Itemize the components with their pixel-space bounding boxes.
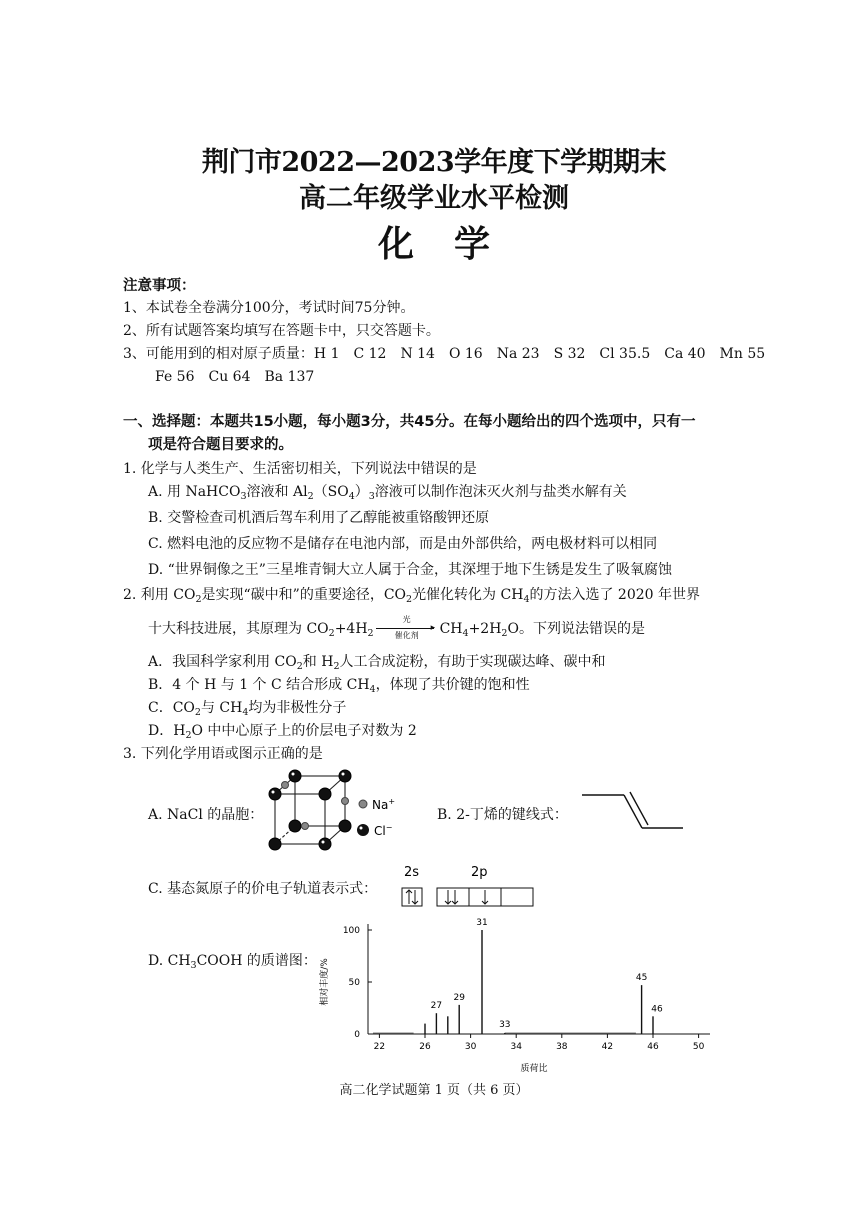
x-tick-label: 26 <box>419 1042 431 1052</box>
peak-label: 31 <box>476 918 488 928</box>
q3-option-b: B. 2-丁烯的键线式： <box>437 807 568 823</box>
q1-option-c: C. 燃料电池的反应物不是储存在电池内部，而是由外部供给，两电极材料可以相同 <box>148 536 658 552</box>
peak-label: 45 <box>635 973 648 984</box>
nitrogen-orbital-diagram <box>398 862 538 910</box>
reaction-arrow: 光 ▸ 催化剂 <box>376 621 438 635</box>
2-butene-skeletal-formula <box>580 788 685 834</box>
legend-na-icon <box>359 800 367 808</box>
note-3: 3、可能用到的相对原子质量：H 1 C 12 N 14 O 16 Na 23 S 32 Cl 35.5 Ca 40 Mn 55 <box>123 346 766 362</box>
y-tick-label: 50 <box>348 978 360 988</box>
q3-stem: 3. 下列化学用语或图示正确的是 <box>123 746 323 762</box>
legend-cl-label: Cl− <box>374 823 393 838</box>
x-axis-label: 质荷比 <box>520 1064 548 1074</box>
x-tick-label: 22 <box>373 1042 386 1052</box>
orbital-2p-label: 2p <box>471 865 488 880</box>
legend-cl-icon <box>357 824 369 836</box>
note-3-cont: Fe 56 Cu 64 Ba 137 <box>155 369 315 385</box>
electron-arrows <box>406 890 488 904</box>
q1-option-d: D. “世界铜像之王”三星堆青铜大立人属于合金，其深埋于地下生锈是发生了吸氧腐蚀 <box>148 562 672 578</box>
q1-option-a: A. 用 NaHCO$_3$溶液和 $Al_2(SO_4)_3$溶液可以制作泡沫灭火剂与盐类水解有关 <box>148 484 627 502</box>
q2-option-a: A．我国科学家利用 $CO_2$和 $H_2$人工合成淀粉，有助于实现碳达峰、碳中和 <box>148 654 606 672</box>
q3-option-d: D. $CH_3COOH$ 的质谱图： <box>148 953 317 971</box>
note-2: 2、所有试题答案均填写在答题卡中，只交答题卡。 <box>123 323 440 339</box>
nacl-unit-cell-diagram <box>260 764 410 858</box>
q2-option-c: C．$CO_2$与 $CH_4$均为非极性分子 <box>148 700 347 718</box>
y-tick-label: 100 <box>342 926 360 936</box>
x-tick-label: 50 <box>692 1042 705 1052</box>
q1-option-b: B. 交警检查司机酒后驾车利用了乙醇能被重铬酸钾还原 <box>148 510 490 526</box>
y-axis-label: 相对丰度/% <box>320 958 330 1006</box>
y-tick-label: 0 <box>354 1030 360 1040</box>
q3-option-c: C. 基态氮原子的价电子轨道表示式： <box>148 881 378 897</box>
note-1: 1、本试卷全卷满分100分，考试时间75分钟。 <box>123 300 415 316</box>
x-tick-label: 38 <box>556 1042 568 1052</box>
q1-stem: 1. 化学与人类生产、生活密切相关，下列说法中错误的是 <box>123 461 477 477</box>
notes-heading: 注意事项： <box>123 278 196 294</box>
q2-option-d: D．$H_2O$ 中中心原子上的价层电子对数为 2 <box>148 723 417 741</box>
peak-label: 46 <box>651 1004 663 1015</box>
x-tick-label: 46 <box>647 1042 659 1052</box>
section-heading-line1: 一、选择题：本题共15小题，每小题3分，共45分。在每小题给出的四个选项中，只有一 <box>123 414 696 430</box>
x-tick-label: 30 <box>464 1042 477 1052</box>
q2-option-b: B．4 个 H 与 1 个 C 结合形成 $CH_4$，体现了共价键的饱和性 <box>148 677 530 695</box>
q3-option-a: A. NaCl 的晶胞： <box>148 807 264 823</box>
q2-stem-line2: 十大科技进展，其原理为 $CO_2+4H_2$ 光 ▸ 催化剂 $CH_4+2H_2O$。下列说法错误的是 <box>148 615 645 640</box>
x-tick-label: 34 <box>510 1042 522 1052</box>
peak-label: 33 <box>499 1019 511 1030</box>
peak-label: 27 <box>430 1001 443 1012</box>
section-heading-line2: 项是符合题目要求的。 <box>148 437 293 453</box>
legend-na-label: Na+ <box>372 797 396 812</box>
exam-title-line1: 荆门市2022—2023学年度下学期期末 <box>201 147 667 178</box>
q2-stem-line1: 2. 利用 $CO_2$是实现“碳中和”的重要途径，$CO_2$光催化转化为 $CH_4$的方法入选了 2020 年世界 <box>123 587 701 605</box>
x-tick-label: 42 <box>601 1042 614 1052</box>
exam-title-line2: 高二年级学业水平检测 <box>299 183 569 214</box>
orbital-2s-label: 2s <box>404 865 420 880</box>
page-footer: 高二化学试题第 1 页（共 6 页） <box>339 1083 529 1098</box>
mass-spectrum-chart <box>315 915 715 1077</box>
subject-title: 化学 <box>377 223 530 265</box>
peak-label: 29 <box>453 992 465 1003</box>
